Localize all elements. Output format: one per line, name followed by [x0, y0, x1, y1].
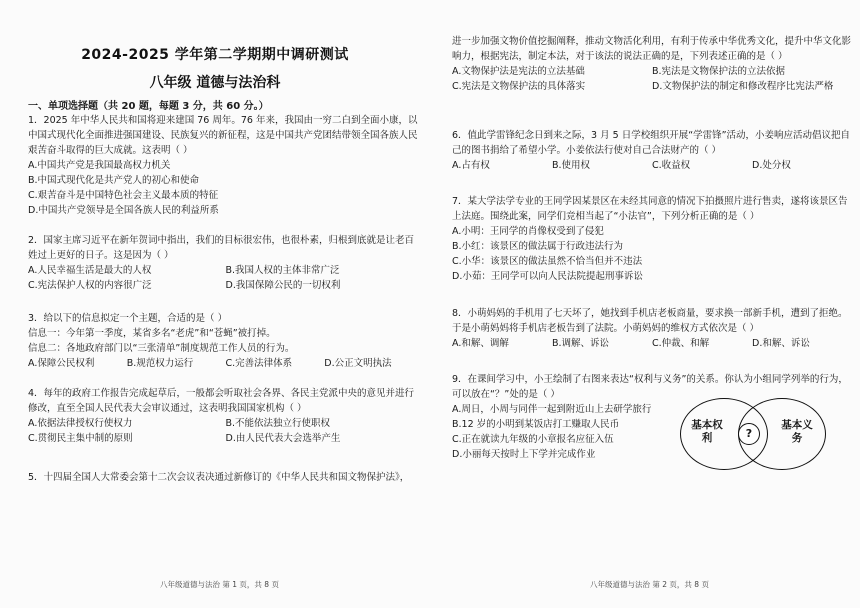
option-c: C.小华：该景区的做法虽然不恰当但并不违法 [452, 256, 643, 267]
option-c: C.宪法保护人权的内容很广泛 [28, 280, 152, 291]
question-4 [28, 386, 423, 446]
question-stem: 进一步加强文物价值挖掘阐释，推动文物活化利用，有利于传承中华优秀文化，提升中华文化影响力，根据宪法，制定本法，对于该法的说法正确的是，下列表述正确的是（ ） [452, 36, 852, 62]
option-b: B.12 岁的小明到某饭店打工赚取人民币 [452, 419, 620, 430]
exam-title: 2024-2025 学年第二学期期中调研测试 [81, 47, 349, 63]
option-a: A.中国共产党是我国最高权力机关 [28, 160, 171, 171]
question-7 [452, 194, 852, 284]
page-footer: 八年级道德与法治 第 2 页，共 8 页 [590, 580, 709, 589]
section-header: 一、单项选择题（共 20 题，每题 3 分，共 60 分。） [28, 101, 269, 112]
option-d: D.公正文明执法 [324, 358, 392, 369]
option-b: B.不能依法独立行使职权 [225, 418, 331, 429]
option-d: D.中国共产党领导是全国各族人民的利益所系 [28, 205, 219, 216]
option-c: C.仲裁、和解 [652, 338, 710, 349]
question-stem: 4．每年的政府工作报告完成起草后，一般都会听取社会各界、各民主党派中央的意见并进行修改，直至全国人民代表大会审议通过，这表明我国国家机构（ ） [28, 388, 415, 414]
option-b: B.调解、诉讼 [552, 338, 610, 349]
option-a: A.人民幸福生活是最大的人权 [28, 265, 152, 276]
option-b: B.中国式现代化是共产党人的初心和使命 [28, 175, 200, 186]
question-mark: ? [738, 423, 760, 445]
option-d: D.和解、诉讼 [752, 338, 810, 349]
question-stem: 3．给以下的信息拟定一个主题，合适的是（ ） [28, 313, 228, 324]
option-d: D.由人民代表大会选举产生 [225, 433, 341, 444]
option-a: A.小明：王同学的肖像权受到了侵犯 [452, 226, 604, 237]
question-stem: 7．某大学法学专业的王同学因某景区在未经其同意的情况下拍摄照片进行售卖，遂将该景区告上法庭。围绕此案，同学们竞相当起了“小法官”，下列分析正确的是（ ） [452, 196, 848, 222]
option-d: D.文物保护法的制定和修改程序比宪法严格 [652, 81, 834, 92]
question-stem: 5．十四届全国人大常委会第十二次会议表决通过新修订的《中华人民共和国文物保护法》， [28, 472, 410, 483]
option-c: C.艰苦奋斗是中国特色社会主义最本质的特征 [28, 190, 219, 201]
option-d: D.处分权 [752, 160, 791, 171]
question-1 [28, 113, 423, 218]
option-b: B.我国人权的主体非常广泛 [225, 265, 340, 276]
option-a: A.保障公民权利 [28, 358, 95, 369]
exam-subtitle: 八年级 道德与法治科 [149, 75, 281, 91]
question-stem: 1．2025 年中华人民共和国将迎来建国 76 周年。76 年来，我国由一穷二白到全面小康，以中国式现代化全面推进强国建设、民族复兴的新征程，这是中国共产党团结带领全国各族人民艰苦奋斗取得的巨大成就。这表明（ ） [28, 115, 418, 156]
question-5 [28, 470, 423, 485]
option-d: D.小茹：王同学可以向人民法院提起刑事诉讼 [452, 271, 643, 282]
option-b: B.宪法是文物保护法的立法依据 [652, 66, 786, 77]
option-d: D.小丽每天按时上下学并完成作业 [452, 449, 596, 460]
option-c: C.贯彻民主集中制的原则 [28, 433, 133, 444]
question-2 [28, 233, 423, 293]
question-stem: 6．值此学雷锋纪念日到来之际，3 月 5 日学校组织开展“学雷锋”活动，小姜响应活动倡议把自己的图书捐给了希望小学。小姜依法行使对自己合法财产的（ ） [452, 130, 851, 156]
option-b: B.规范权力运行 [126, 358, 194, 369]
info-line-2: 信息二：各地政府部门以“三张清单”制度规范工作人员的行为。 [28, 343, 295, 354]
page-2 [430, 0, 860, 608]
option-d: D.我国保障公民的一切权利 [225, 280, 341, 291]
option-c: C.宪法是文物保护法的具体落实 [452, 81, 586, 92]
question-5-continued [452, 34, 852, 94]
option-a: A.依据法律授权行使权力 [28, 418, 133, 429]
question-stem: 2．国家主席习近平在新年贺词中指出，我们的目标很宏伟，也很朴素，归根到底就是让老百姓过上更好的日子。这是因为（ ） [28, 235, 415, 261]
rights-duties-venn [680, 398, 830, 472]
option-c: C.完善法律体系 [225, 358, 293, 369]
option-c: C.正在就读九年级的小章报名应征入伍 [452, 434, 614, 445]
question-stem: 9．在课间学习中，小王绘制了右图来表达“权利与义务”的关系。你认为小组同学列举的行为，可以放在“？”处的是（ ） [452, 374, 848, 400]
rights-label: 基本权利 [691, 419, 723, 444]
question-6 [452, 128, 852, 173]
option-a: A.文物保护法是宪法的立法基础 [452, 66, 585, 77]
option-b: B.使用权 [552, 160, 591, 171]
question-stem: 8．小萌妈妈的手机用了七天坏了，她找到手机店老板商量，要求换一部新手机，遭到了拒绝。于是小萌妈妈将手机店老板告到了法院。小萌妈妈的维权方式依次是（ ） [452, 308, 848, 334]
question-8 [452, 306, 852, 351]
question-3 [28, 311, 423, 371]
option-a: A.周日，小周与同伴一起到附近山上去研学旅行 [452, 404, 652, 415]
page-footer: 八年级道德与法治 第 1 页，共 8 页 [160, 580, 279, 589]
option-a: A.和解、调解 [452, 338, 509, 349]
duties-label: 基本义务 [781, 419, 813, 444]
info-line-1: 信息一：今年第一季度，某省多名“老虎”和“苍蝇”被打掉。 [28, 328, 276, 339]
option-a: A.占有权 [452, 160, 490, 171]
option-c: C.收益权 [652, 160, 691, 171]
option-b: B.小红：该景区的做法属于行政违法行为 [452, 241, 624, 252]
